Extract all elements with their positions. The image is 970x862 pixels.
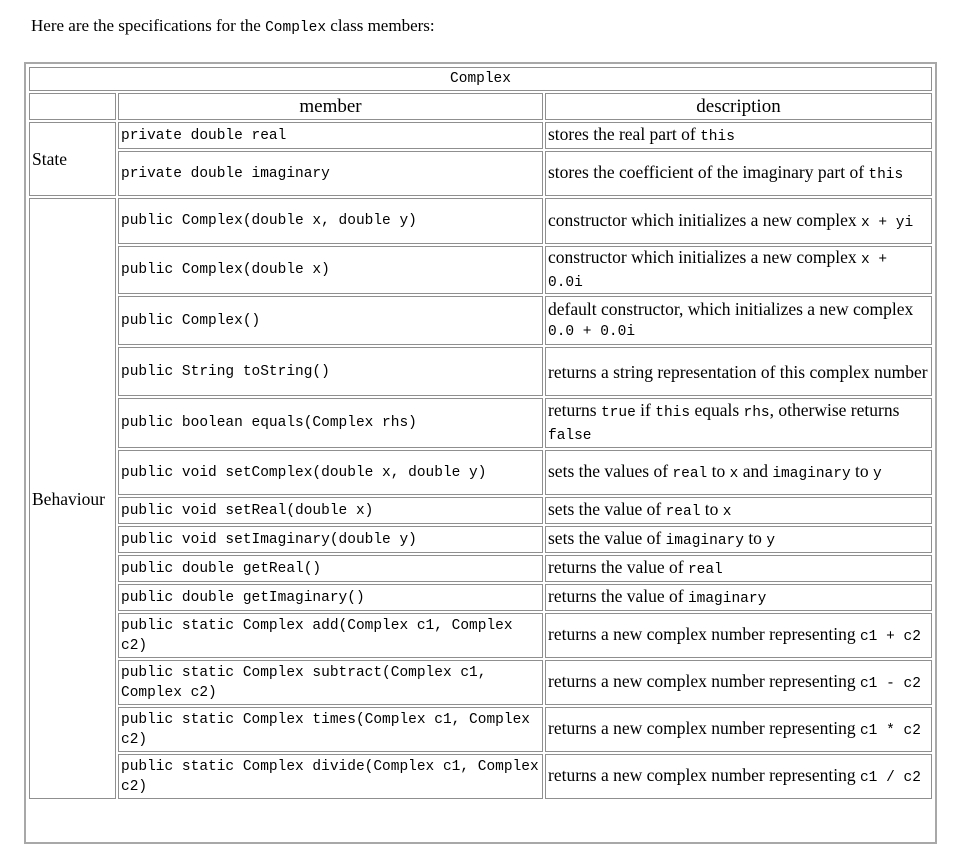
table-row bbox=[29, 660, 932, 705]
code-term: c1 / c2 bbox=[859, 770, 921, 786]
description-text: stores the coefficient of the imaginary part of bbox=[548, 162, 869, 182]
table-row bbox=[29, 497, 932, 524]
description-text: returns a new complex number representing bbox=[548, 765, 860, 785]
description-text: if bbox=[635, 400, 656, 420]
group-behaviour: Behaviour bbox=[29, 198, 116, 799]
intro-suffix: class members: bbox=[330, 16, 435, 35]
member-cell: public static Complex divide(Complex c1, Complex c2) bbox=[118, 754, 543, 799]
code-term: real bbox=[672, 466, 708, 482]
code-term: rhs bbox=[743, 405, 770, 421]
description-text: to bbox=[707, 461, 730, 481]
description-cell bbox=[545, 198, 932, 244]
table-row bbox=[29, 198, 932, 244]
description-cell bbox=[545, 754, 932, 799]
description-text: returns the value of bbox=[548, 557, 688, 577]
description-text: to bbox=[700, 499, 723, 519]
code-term: real bbox=[687, 562, 723, 578]
description-text: returns a string representation of this complex number bbox=[548, 361, 928, 382]
member-cell: public void setComplex(double x, double y) bbox=[118, 450, 543, 495]
intro-prefix: Here are the specifications for the bbox=[31, 16, 261, 35]
code-term: real bbox=[665, 504, 701, 520]
header-description: description bbox=[545, 93, 932, 120]
description-cell bbox=[545, 584, 932, 611]
member-cell: private double imaginary bbox=[118, 151, 543, 196]
table-row bbox=[29, 707, 932, 752]
table-row bbox=[29, 246, 932, 294]
description-text: to bbox=[850, 461, 874, 481]
code-term: x + yi bbox=[860, 214, 914, 231]
member-cell: public Complex(double x) bbox=[118, 246, 543, 294]
header-member: member bbox=[118, 93, 543, 120]
description-text: stores the real part of bbox=[548, 124, 701, 144]
complex-spec-table bbox=[27, 65, 934, 801]
code-term: x + 0.0i bbox=[548, 252, 888, 291]
code-term: c1 * c2 bbox=[859, 723, 921, 739]
code-term: imaginary bbox=[772, 466, 851, 482]
description-text: returns the value of bbox=[548, 586, 688, 606]
table-row bbox=[29, 754, 932, 799]
table-row bbox=[29, 555, 932, 582]
header-row bbox=[29, 93, 932, 120]
member-cell: public void setReal(double x) bbox=[118, 497, 543, 524]
header-empty bbox=[29, 93, 116, 120]
code-term: 0.0 + 0.0i bbox=[548, 324, 636, 340]
table-row bbox=[29, 613, 932, 658]
intro-sentence bbox=[31, 16, 435, 36]
description-text: to bbox=[743, 528, 767, 548]
code-term: true bbox=[600, 405, 636, 421]
description-text: default constructor, which initializes a new complex bbox=[548, 299, 914, 319]
description-text: and bbox=[738, 461, 773, 481]
code-term: imaginary bbox=[665, 533, 744, 549]
description-cell bbox=[545, 450, 932, 495]
description-text: constructor which initializes a new complex bbox=[548, 209, 861, 230]
table-row bbox=[29, 450, 932, 495]
member-cell: public void setImaginary(double y) bbox=[118, 526, 543, 553]
description-cell bbox=[545, 398, 932, 448]
member-cell: private double real bbox=[118, 122, 543, 149]
intro-class-name: Complex bbox=[265, 20, 327, 36]
code-term: y bbox=[766, 533, 776, 549]
table-row bbox=[29, 398, 932, 448]
description-cell bbox=[545, 707, 932, 752]
code-term: false bbox=[548, 428, 592, 444]
member-cell: public Complex(double x, double y) bbox=[118, 198, 543, 244]
code-term: x bbox=[722, 504, 732, 520]
table-row bbox=[29, 347, 932, 396]
member-cell: public double getImaginary() bbox=[118, 584, 543, 611]
code-term: c1 - c2 bbox=[859, 676, 921, 692]
description-cell bbox=[545, 613, 932, 658]
member-cell: public double getReal() bbox=[118, 555, 543, 582]
caption-row bbox=[29, 67, 932, 91]
table-row bbox=[29, 122, 932, 149]
description-cell bbox=[545, 246, 932, 294]
code-term: x bbox=[729, 466, 739, 482]
table-row bbox=[29, 151, 932, 196]
member-cell: public static Complex times(Complex c1, Complex c2) bbox=[118, 707, 543, 752]
member-cell: public static Complex subtract(Complex c1, Complex c2) bbox=[118, 660, 543, 705]
table-row bbox=[29, 584, 932, 611]
description-cell bbox=[545, 497, 932, 524]
description-text: equals bbox=[690, 400, 744, 420]
member-cell: public String toString() bbox=[118, 347, 543, 396]
table-caption: Complex bbox=[29, 67, 932, 91]
description-text: , otherwise returns bbox=[769, 400, 900, 420]
description-cell bbox=[545, 296, 932, 345]
description-cell bbox=[545, 660, 932, 705]
description-text: returns a new complex number representing bbox=[548, 671, 860, 691]
description-cell bbox=[545, 347, 932, 396]
code-term: this bbox=[868, 167, 904, 183]
description-text: sets the value of bbox=[548, 528, 666, 548]
group-state: State bbox=[29, 122, 116, 196]
description-cell bbox=[545, 555, 932, 582]
description-cell bbox=[545, 122, 932, 149]
description-text: returns a new complex number representing bbox=[548, 624, 860, 644]
code-term: y bbox=[873, 466, 882, 482]
description-text: constructor which initializes a new complex bbox=[548, 247, 861, 267]
code-term: c1 + c2 bbox=[859, 629, 921, 645]
description-text: sets the value of bbox=[548, 499, 666, 519]
member-cell: public Complex() bbox=[118, 296, 543, 345]
code-term: this bbox=[700, 129, 735, 145]
table-row bbox=[29, 526, 932, 553]
member-cell: public static Complex add(Complex c1, Complex c2) bbox=[118, 613, 543, 658]
description-cell bbox=[545, 151, 932, 196]
description-cell bbox=[545, 526, 932, 553]
description-text: returns a new complex number representing bbox=[548, 718, 860, 738]
code-term: imaginary bbox=[687, 591, 767, 607]
code-term: this bbox=[655, 405, 691, 421]
description-text: sets the values of bbox=[548, 461, 673, 481]
member-cell: public boolean equals(Complex rhs) bbox=[118, 398, 543, 448]
description-text: returns bbox=[548, 400, 601, 420]
table-row bbox=[29, 296, 932, 345]
